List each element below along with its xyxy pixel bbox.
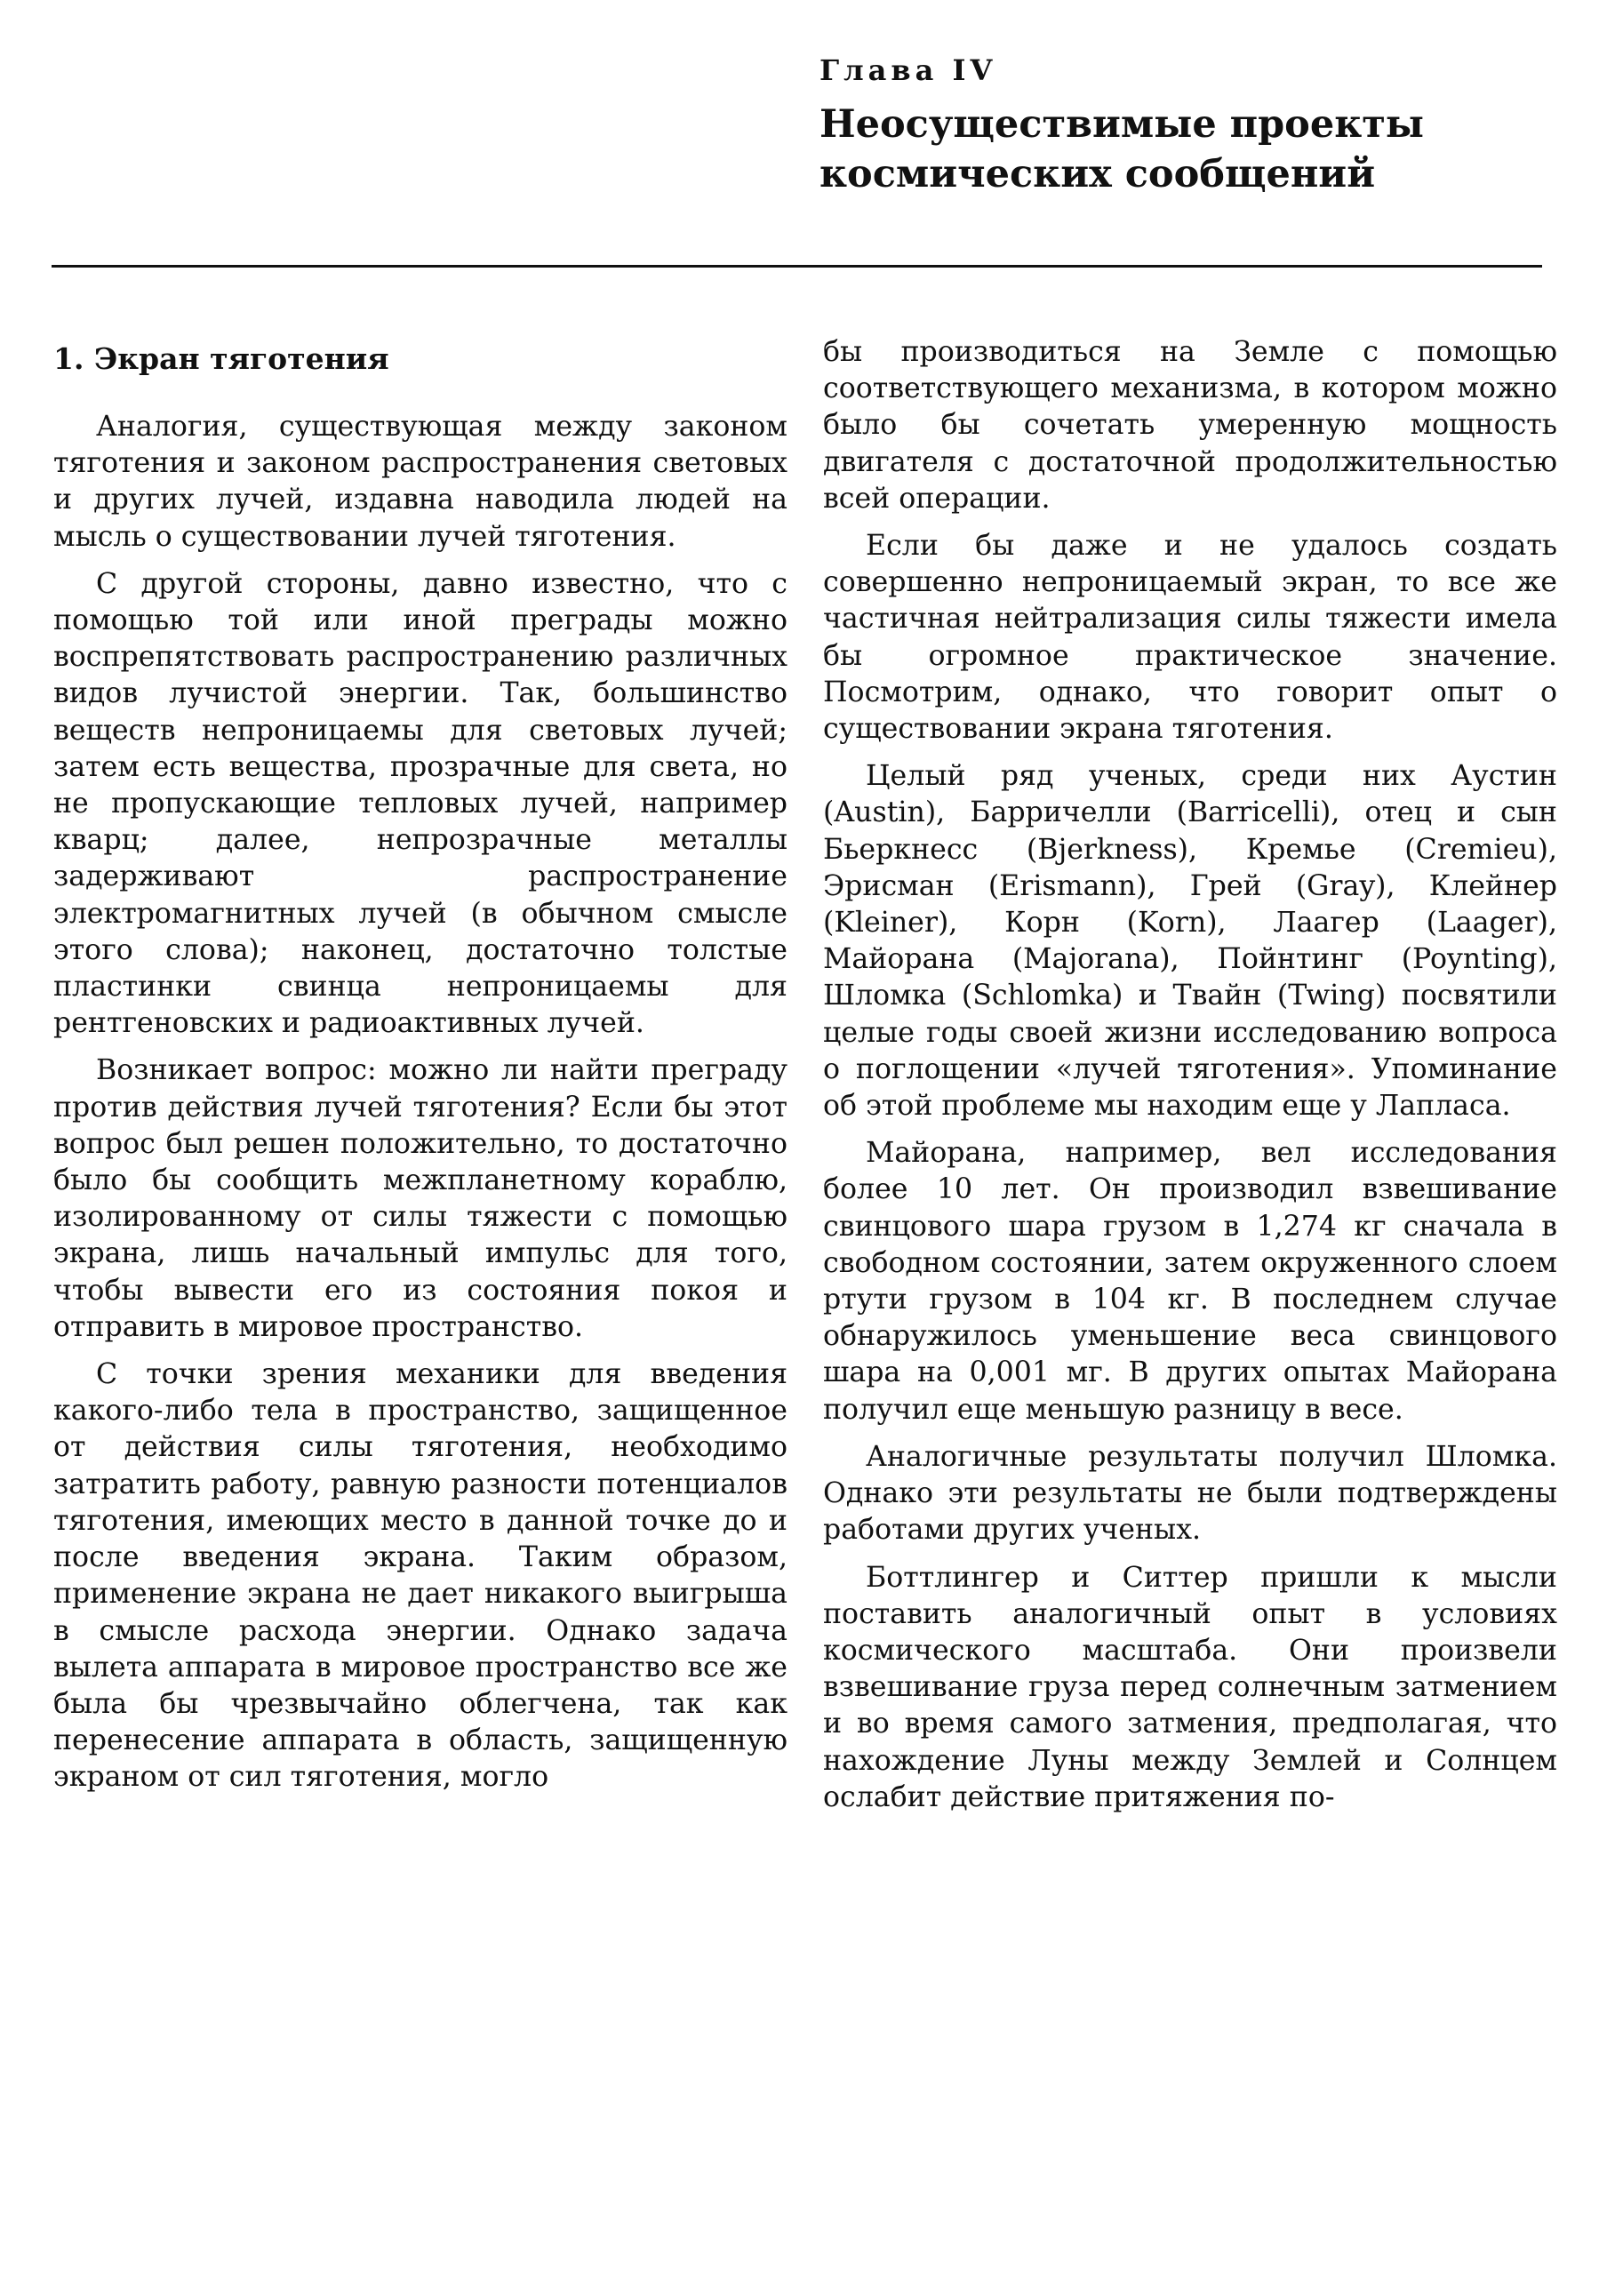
paragraph: Если бы даже и не удалось создать совершенно непроницаемый экран, то все же частичная нейтрализация силы тяжести имела бы огромное практическое значение. Посмотрим, однако, что говорит опыт о существовании экрана тяготения. — [823, 530, 1557, 746]
chapter-label: Глава IV — [819, 53, 997, 87]
paragraph: Аналогия, существующая между законом тяготения и законом распространения световых и других лучей, издавна наводила людей на мысль о существовании лучей тяготения. — [53, 411, 788, 553]
paragraph: С точки зрения механики для введения какого-либо тела в пространство, защищенное от действия силы тяготения, необходимо затратить работу, равную разности потенциалов тяготения, имеющих место в данной точке до и после введения экрана. Таким образом, применение экрана не дает никакого выигрыша в смысле расхода энергии. Однако задача вылета аппарата в мировое пространство все же была бы чрезвычайно облегчена, так как перенесение аппарата в область, защищенную экраном от сил тяготения, могло — [53, 1358, 788, 1794]
paragraph: С другой стороны, давно известно, что с помощью той или иной преграды можно воспрепятствовать распространению различных видов лучистой энергии. Так, большинство веществ непроницаемы для световых лучей; затем есть вещества, прозрачные для света, но не пропускающие тепловых лучей, например кварц; далее, непрозрачные металлы задерживают распространение электромагнитных лучей (в обычном смысле этого слова); наконец, достаточно толстые пластинки свинца непроницаемы для рентгеновских и радиоактивных лучей. — [53, 567, 788, 1040]
paragraph: Майорана, например, вел исследования более 10 лет. Он производил взвешивание свинцового шара грузом в 1,274 кг сначала в свободном состоянии, затем окруженного слоем ртути грузом в 104 кг. В последнем случае обнаружилось уменьшение веса свинцового шара на 0,001 мг. В других опытах Майорана получил еще меньшую разницу в весе. — [823, 1137, 1557, 1426]
paragraph: Возникает вопрос: можно ли найти преграду против действия лучей тяготения? Если бы этот вопрос был решен положительно, то достаточно было бы сообщить межпланетному кораблю, изолированному от силы тяжести с помощью экрана, лишь начальный импульс для того, чтобы вывести его из состояния покоя и отправить в мировое пространство. — [53, 1054, 788, 1343]
paragraph: Целый ряд ученых, среди них Аустин (Austin), Барричелли (Barricelli), отец и сын Бьеркнесс (Bjerkness), Кремье (Cremieu), Эрисман (Erismann), Грей (Gray), Клейнер (Kleiner), Корн (Korn), Лаагер (Laager), Майорана (Majorana), Пойнтинг (Poynting), Шломка (Schlomka) и Твайн (Twing) посвятили целые годы своей жизни исследованию вопроса о поглощении «лучей тяготения». Упоминание об этой проблеме мы находим еще у Лапласа. — [823, 760, 1557, 1123]
chapter-title — [819, 100, 1548, 199]
right-column — [823, 334, 1557, 1827]
left-column — [53, 336, 788, 1807]
paragraph: Аналогичные результаты получил Шломка. Однако эти результаты не были подтверждены работами других ученых. — [823, 1440, 1557, 1547]
paragraph-continued: бы производиться на Земле с помощью соответствующего механизма, в котором можно было бы сочетать умеренную мощность двигателя с достаточной продолжительностью всей операции. — [823, 336, 1557, 515]
chapter-title-line-1: Неосуществимые проекты — [819, 102, 1425, 147]
header-divider — [52, 265, 1542, 268]
chapter-header — [819, 53, 1548, 199]
section-heading: 1. Экран тяготения — [53, 341, 389, 376]
chapter-title-line-2: космических сообщений — [819, 152, 1376, 196]
paragraph: Боттлингер и Ситтер пришли к мысли поставить аналогичный опыт в условиях космического масштаба. Они произвели взвешивание груза перед солнечным затмением и во время самого затмения, предполагая, что нахождение Луны между Землей и Солнцем ослабит действие притяжения по- — [823, 1561, 1557, 1813]
